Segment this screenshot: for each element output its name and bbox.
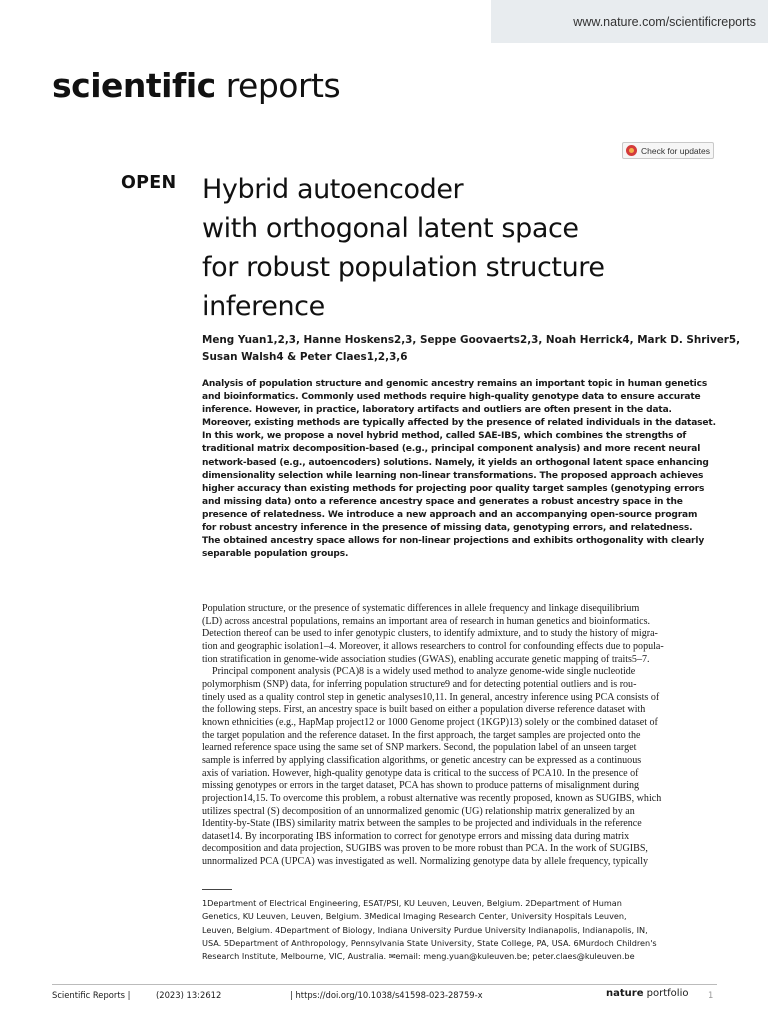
footer-journal-name: Scientific Reports |: [52, 990, 131, 1000]
abstract-line: The obtained ancestry space allows for non-linear projections and exhibits orthogonality with clearly: [202, 536, 705, 547]
affiliation-line: 1Department of Electrical Engineering, ESAT/PSI, KU Leuven, Leuven, Belgium. 2Department of Human: [202, 898, 622, 908]
affiliation-line: Genetics, KU Leuven, Leuven, Belgium. 3Medical Imaging Research Center, University Hospitals Leuven,: [202, 911, 627, 922]
body-line: the target population and the reference dataset. In the first approach, the target samples are projected onto the: [202, 729, 641, 741]
affiliation-line: USA. 5Department of Anthropology, Pennsylvania State University, State College, PA, USA. 6Murdoch Children's: [202, 937, 657, 948]
body-line: missing genotypes or errors in the target dataset, PCA has shown to produce patterns of misalignment during: [202, 780, 640, 792]
body-line: (LD) across ancestral populations, remains an important area of research in human genetics and bioinformatics.: [202, 615, 651, 627]
body-line: unnormalized PCA (UPCA) was investigated as well. Normalizing genotype data by allele frequency, typically: [202, 856, 649, 868]
page-number: 1: [708, 990, 714, 1000]
affiliations: [202, 897, 718, 963]
title-line: inference: [202, 291, 325, 322]
body-line: projection14,15. To overcome this problem, a robust alternative was recently proposed, known as SUGIBS, which: [202, 792, 662, 804]
authors-line: Susan Walsh4 & Peter Claes1,2,3,6: [202, 351, 408, 363]
body-line: Detection thereof can be used to infer genotypic clusters, to identify admixture, and to study the history of migra-: [202, 628, 658, 640]
body-line: tinely used as a quality control step in genetic analyses10,11. In general, ancestry inference using PCA consists of: [202, 691, 660, 703]
footer-volume: (2023) 13:2612: [156, 990, 222, 1000]
abstract-line: and missing data) onto a reference ancestry space and generates a robust ancestry space in the: [202, 496, 683, 507]
crossmark-icon: [626, 145, 637, 156]
body-line: Principal component analysis (PCA)8 is a widely used method to analyze genome-wide single nucleotide: [212, 666, 636, 678]
body-line: decomposition and data projection, SUGIBS was proven to be more robust than PCA. In the work of SUGIBS,: [202, 843, 648, 855]
body-line: learned reference space using the same set of SNP markers. Second, the population label of an unseen target: [202, 742, 637, 754]
check-for-updates-label: Check for updates: [641, 145, 710, 156]
body-line: sample is inferred by applying classification algorithms, or genetic ancestry can be expressed as a continuous: [202, 754, 642, 766]
affiliation-line: Research Institute, Melbourne, VIC, Australia. ✉email: meng.yuan@kuleuven.be; peter.claes@kuleuven.be: [202, 951, 635, 962]
logo-word-scientific: scientific: [52, 66, 216, 105]
abstract-line: higher accuracy than existing methods for projecting poor quality target samples (genotyping errors: [202, 483, 705, 494]
authors-line: Meng Yuan1,2,3, Hanne Hoskens2,3, Seppe Goovaerts2,3, Noah Herrick4, Mark D. Shriver5,: [202, 334, 741, 346]
body-line: polymorphism (SNP) data, for inferring population structure9 and for detecting potential outliers and is rou-: [202, 678, 637, 690]
site-url[interactable]: www.nature.com/scientificreports: [573, 15, 756, 29]
main-body-text: [202, 603, 718, 869]
abstract-line: for robust ancestry inference in the presence of missing data, genotyping errors, and relatedness.: [202, 523, 693, 534]
body-line: axis of variation. However, high-quality genotype data is critical to the success of PCA10. In the presence of: [202, 767, 639, 779]
abstract-line: Analysis of population structure and genomic ancestry remains an important topic in human genetics: [202, 379, 708, 389]
publisher-logo: [606, 988, 688, 999]
abstract: [202, 378, 722, 561]
affiliation-line: Leuven, Belgium. 4Department of Biology, Indiana University Purdue University Indianapolis, Indianapolis, IN,: [202, 924, 648, 935]
body-line: dataset14. By incorporating IBS information to correct for genotype errors and missing data during matrix: [202, 830, 630, 842]
body-line: tion stratification in genome-wide association studies (GWAS), enabling accurate genetic mapping of traits5–7.: [202, 653, 650, 665]
body-line: Identity-by-State (IBS) similarity matrix between the samples to be projected and individuals in the reference: [202, 818, 642, 830]
publisher-logo-light: portfolio: [643, 988, 689, 999]
title-line: for robust population structure: [202, 252, 605, 283]
abstract-line: In this work, we propose a novel hybrid method, called SAE-IBS, which combines the strengths of: [202, 431, 687, 442]
abstract-line: and bioinformatics. Commonly used methods require high-quality genotype data to ensure accurate: [202, 392, 701, 403]
abstract-line: inference. However, in practice, laboratory artifacts and outliers are often present in the data.: [202, 405, 672, 416]
abstract-line: dimensionality selection while learning non-linear transformations. The proposed approach achieves: [202, 470, 704, 481]
site-url-bar: [491, 0, 768, 43]
title-line: Hybrid autoencoder: [202, 174, 464, 205]
body-line: utilizes spectral (S) decomposition of an unnormalized genomic (UG) relationship matrix generalized by an: [202, 805, 635, 817]
article-title: [202, 170, 702, 326]
abstract-line: Moreover, existing methods are typically affected by the presence of related individuals in the dataset.: [202, 418, 716, 429]
journal-logo: [52, 66, 340, 105]
abstract-line: traditional matrix decomposition-based (e.g., principal component analysis) and more recent neural: [202, 444, 701, 455]
publisher-logo-bold: nature: [606, 988, 644, 999]
footer-doi-link[interactable]: | https://doi.org/10.1038/s41598-023-28759-x: [290, 990, 483, 1000]
body-line: known ethnicities (e.g., HapMap project12 or 1000 Genome project (1KGP)13) solely or the combined dataset of: [202, 716, 658, 728]
title-line: with orthogonal latent space: [202, 213, 579, 244]
check-for-updates-button[interactable]: [622, 142, 714, 159]
open-access-label: OPEN: [121, 173, 177, 193]
body-line: tion and geographic isolation1–4. Moreover, it allows researchers to control for confounding effects due to popula-: [202, 640, 664, 652]
footnote-divider: [202, 889, 232, 890]
body-line: the following steps. First, an ancestry space is built based on either a population diverse reference dataset with: [202, 704, 646, 716]
footer-divider: [52, 984, 717, 985]
abstract-line: separable population groups.: [202, 549, 349, 560]
logo-word-reports: reports: [215, 66, 341, 105]
abstract-line: presence of relatedness. We introduce a new approach and an accompanying open-source program: [202, 509, 698, 520]
author-list: [202, 332, 741, 366]
abstract-line: network-based (e.g., autoencoders) solutions. Namely, it yields an orthogonal latent space enhancing: [202, 457, 709, 468]
body-line: Population structure, or the presence of systematic differences in allele frequency and linkage disequilibrium: [202, 603, 640, 614]
